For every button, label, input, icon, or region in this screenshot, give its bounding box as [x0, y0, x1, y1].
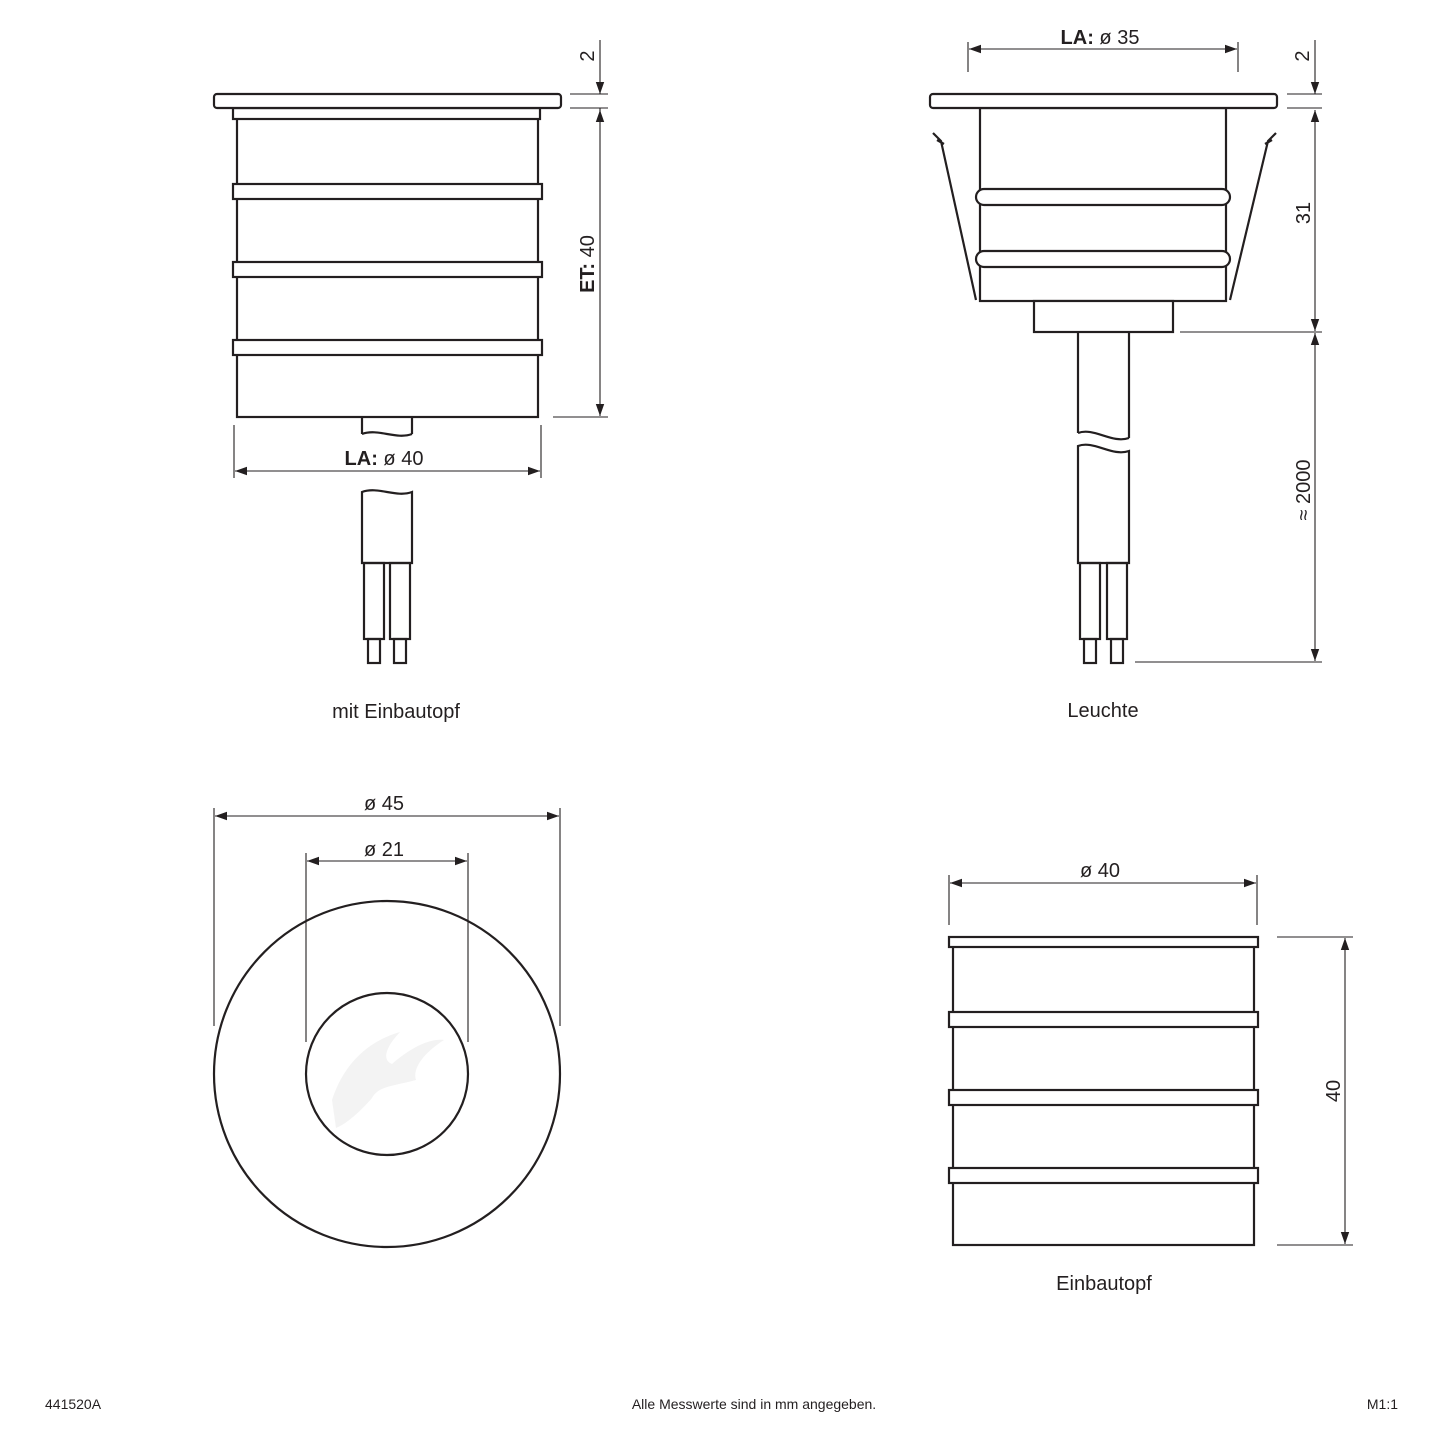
- cable-stub: [362, 417, 412, 436]
- wire: [390, 563, 410, 639]
- dim-cutout-diameter: LA: ø 40: [344, 448, 424, 470]
- view-with-recessed-pot: [214, 40, 608, 723]
- wire: [1080, 563, 1100, 639]
- view-label: Einbautopf: [1056, 1273, 1152, 1295]
- view-recessed-pot: [949, 860, 1353, 1295]
- pot-rim: [949, 937, 1258, 947]
- dim-top-thickness: 2: [577, 50, 599, 62]
- units-note: Alle Messwerte sind in mm angegeben.: [631, 1396, 877, 1412]
- view-label: mit Einbautopf: [332, 701, 460, 723]
- view-top: [214, 793, 560, 1247]
- wire-tip: [394, 639, 406, 663]
- dim-top-thickness: 2: [1292, 50, 1314, 62]
- pot-rib: [233, 262, 542, 277]
- pot-rib: [949, 1012, 1258, 1027]
- pot-rib: [949, 1168, 1258, 1183]
- logo-watermark: [332, 1032, 444, 1128]
- dim-installation-depth: ET: 40: [577, 235, 599, 293]
- o-ring: [976, 189, 1230, 205]
- footer: [45, 1396, 1398, 1412]
- wire: [364, 563, 384, 639]
- article-number: 441520A: [45, 1396, 102, 1412]
- cable-upper: [1078, 332, 1129, 439]
- spring-clip-left: [933, 133, 976, 300]
- cable-sleeve: [362, 490, 412, 563]
- flange: [930, 94, 1277, 108]
- cable-gland: [1034, 301, 1173, 332]
- cable-lower: [1078, 445, 1129, 563]
- wire-tip: [1084, 639, 1096, 663]
- spring-clip-right: [1230, 133, 1276, 300]
- dim-outer-diameter: ø 45: [363, 793, 405, 815]
- dim-cable-length: ≈ 2000: [1293, 459, 1315, 521]
- wire-tip: [368, 639, 380, 663]
- dim-inner-diameter: ø 21: [363, 839, 405, 861]
- dim-body-height: 31: [1293, 201, 1315, 225]
- pot-rib: [233, 184, 542, 199]
- dim-pot-diameter: ø 40: [1079, 860, 1121, 882]
- view-luminaire: [930, 27, 1322, 722]
- scale-label: M1:1: [1366, 1396, 1398, 1412]
- pot-rib: [233, 340, 542, 355]
- flange-collar: [233, 108, 540, 119]
- dim-pot-height: 40: [1323, 1079, 1345, 1103]
- o-ring: [976, 251, 1230, 267]
- pot-rib: [949, 1090, 1258, 1105]
- dim-cutout-diameter: LA: ø 35: [1060, 27, 1140, 49]
- wire: [1107, 563, 1127, 639]
- flange: [214, 94, 561, 108]
- view-label: Leuchte: [1067, 700, 1139, 722]
- wire-tip: [1111, 639, 1123, 663]
